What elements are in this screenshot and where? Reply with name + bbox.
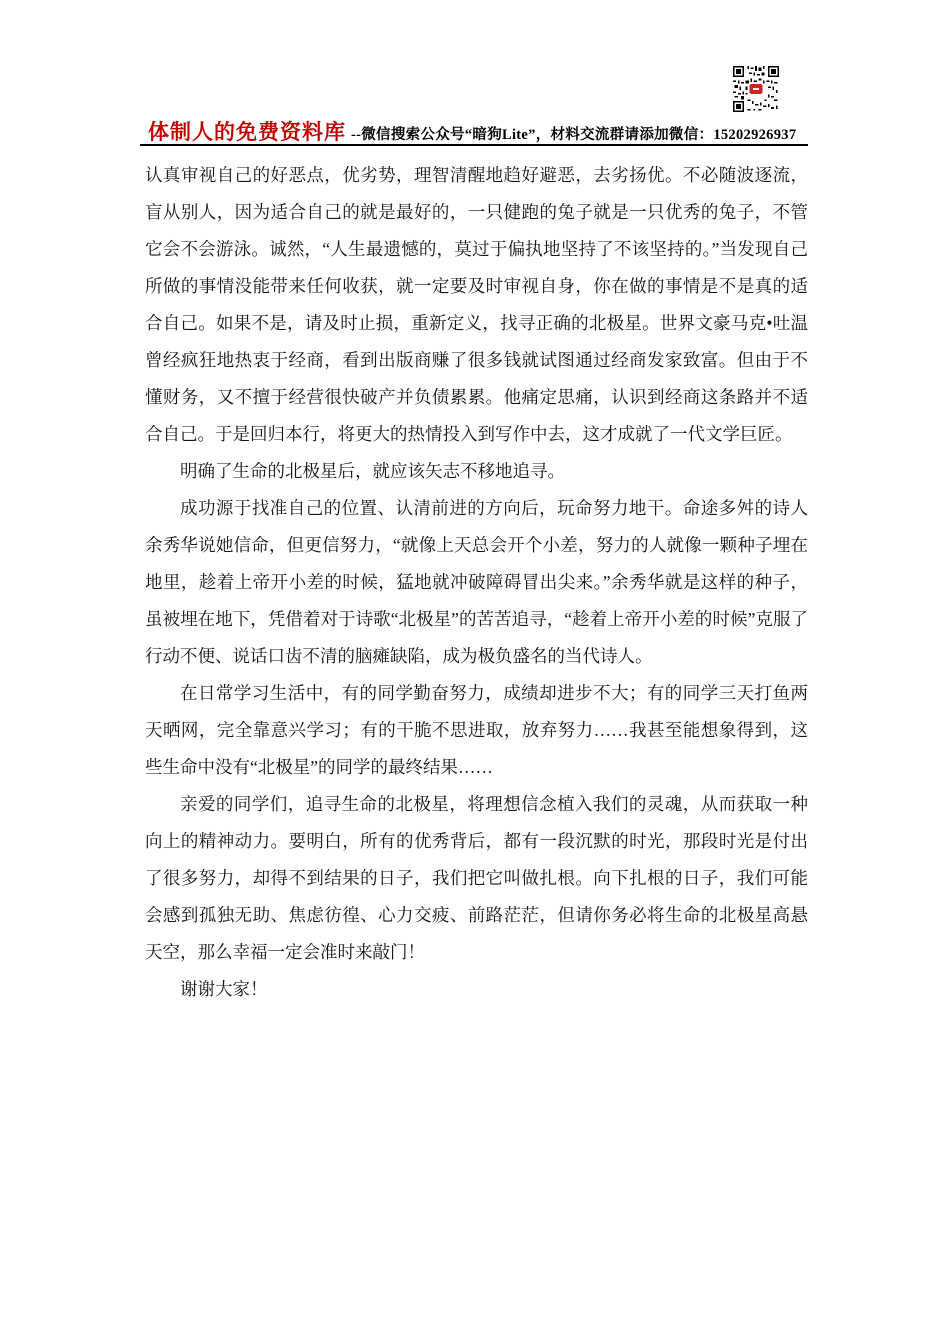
paragraph-4: 在日常学习生活中，有的同学勤奋努力，成绩却进步不大；有的同学三天打鱼两天晒网，完全靠意兴学习；有的干脆不思进取，放弃努力……我甚至能想象得到，这些生命中没有“北极星”的同学的最终结果……	[145, 683, 808, 777]
qr-code-icon	[733, 66, 779, 112]
header-subtitle: --微信搜索公众号“暗狗Lite”，材料交流群请添加微信：15202926937	[351, 127, 797, 143]
paragraph-5: 亲爱的同学们，追寻生命的北极星，将理想信念植入我们的灵魂，从而获取一种向上的精神动力。要明白，所有的优秀背后，都有一段沉默的时光，那段时光是付出了很多努力，却得不到结果的日子，我们把它叫做扎根。向下扎根的日子，我们可能会感到孤独无助、焦虑彷徨、心力交疲、前路茫茫，但请你务必将生命的北极星高悬天空，那么幸福一定会准时来敲门！	[145, 794, 808, 962]
document-body	[145, 157, 808, 1008]
paragraph-6: 谢谢大家！	[180, 979, 268, 999]
paragraph-2: 明确了生命的北极星后，就应该矢志不移地追寻。	[180, 461, 565, 481]
header-divider	[140, 144, 808, 146]
page-header	[148, 116, 808, 146]
paragraph-3: 成功源于找准自己的位置、认清前进的方向后，玩命努力地干。命途多舛的诗人余秀华说她信命，但更信努力，“就像上天总会开个小差，努力的人就像一颗种子埋在地里，趁着上帝开小差的时候，猛地就冲破障碍冒出尖来。”余秀华就是这样的种子，虽被埋在地下，凭借着对于诗歌“北极星”的苦苦追寻，“趁着上帝开小差的时候”克服了行动不便、说话口齿不清的脑瘫缺陷，成为极负盛名的当代诗人。	[145, 498, 808, 666]
paragraph-1: 认真审视自己的好恶点，优劣势，理智清醒地趋好避恶，去劣扬优。不必随波逐流，盲从别人，因为适合自己的就是最好的，一只健跑的兔子就是一只优秀的兔子，不管它会不会游泳。诚然，“人生最遗憾的，莫过于偏执地坚持了不该坚持的。”当发现自己所做的事情没能带来任何收获，就一定要及时审视自身，你在做的事情是不是真的适合自己。如果不是，请及时止损，重新定义，找寻正确的北极星。世界文豪马克•吐温曾经疯狂地热衷于经商，看到出版商赚了很多钱就试图通过经商发家致富。但由于不懂财务，又不擅于经营很快破产并负债累累。他痛定思痛，认识到经商这条路并不适合自己。于是回归本行，将更大的热情投入到写作中去，这才成就了一代文学巨匠。	[145, 165, 808, 444]
brand-title: 体制人的免费资料库	[148, 120, 346, 144]
